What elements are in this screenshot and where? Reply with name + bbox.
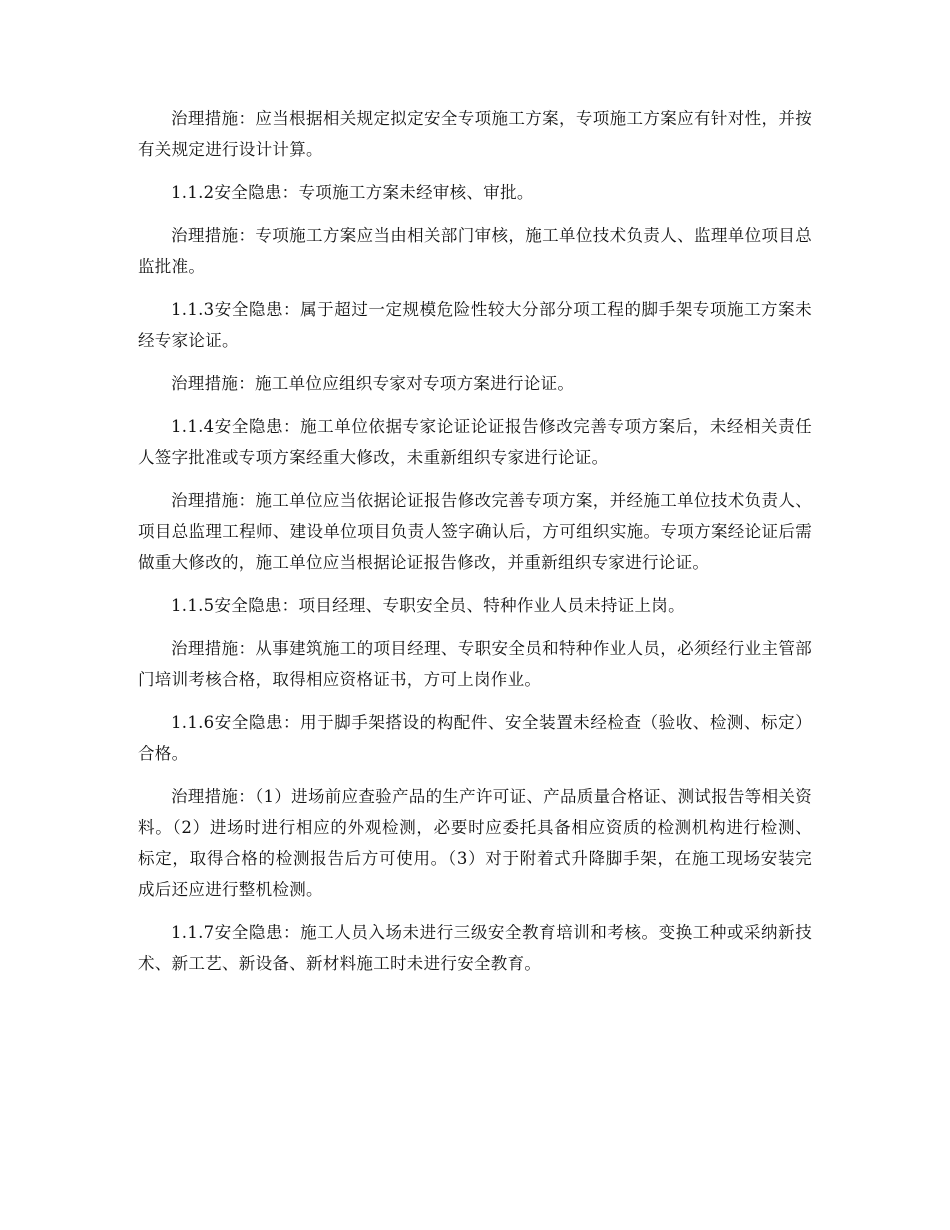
paragraph-measure-1-1-3: 治理措施：施工单位应组织专家对专项方案进行论证。 xyxy=(171,374,575,393)
paragraph-measure-1-1-6: 治理措施：（1）进场前应查验产品的生产许可证、产品质量合格证、测试报告等相关资料。（2）进场时进行相应的外观检测，必要时应委托具备相应资质的检测机构进行检测、标定，取得合格的检测报告后方可使用。（3）对于附着式升降脚手架，在施工现场安装完成后还应进行整机检测。 xyxy=(138,787,812,899)
paragraph-hazard-1-1-6: 1.1.6安全隐患：用于脚手架搭设的构配件、安全装置未经检查（验收、检测、标定）合格。 xyxy=(138,713,812,763)
paragraph-hazard-1-1-7: 1.1.7安全隐患：施工人员入场未进行三级安全教育培训和考核。变换工种或采纳新技术、新工艺、新设备、新材料施工时未进行安全教育。 xyxy=(138,923,812,973)
paragraph-measure-1-1-2: 治理措施：专项施工方案应当由相关部门审核，施工单位技术负责人、监理单位项目总监批准。 xyxy=(138,226,812,276)
paragraph-hazard-1-1-5: 1.1.5安全隐患：项目经理、专职安全员、特种作业人员未持证上岗。 xyxy=(171,596,685,615)
paragraph-measure-1-1-4: 治理措施：施工单位应当依据论证报告修改完善专项方案，并经施工单位技术负责人、项目总监理工程师、建设单位项目负责人签字确认后，方可组织实施。专项方案经论证后需做重大修改的，施工单位应当根据论证报告修改，并重新组织专家进行论证。 xyxy=(138,491,812,572)
paragraph-measure-1: 治理措施：应当根据相关规定拟定安全专项施工方案，专项施工方案应有针对性，并按有关规定进行设计计算。 xyxy=(138,109,812,159)
paragraph-measure-1-1-5: 治理措施：从事建筑施工的项目经理、专职安全员和特种作业人员，必须经行业主管部门培训考核合格，取得相应资格证书，方可上岗作业。 xyxy=(138,639,812,689)
paragraph-hazard-1-1-4: 1.1.4安全隐患：施工单位依据专家论证论证报告修改完善专项方案后，未经相关责任人签字批准或专项方案经重大修改，未重新组织专家进行论证。 xyxy=(138,417,812,467)
paragraph-hazard-1-1-3: 1.1.3安全隐患：属于超过一定规模危险性较大分部分项工程的脚手架专项施工方案未经专家论证。 xyxy=(138,300,812,350)
paragraph-hazard-1-1-2: 1.1.2安全隐患：专项施工方案未经审核、审批。 xyxy=(171,183,534,202)
